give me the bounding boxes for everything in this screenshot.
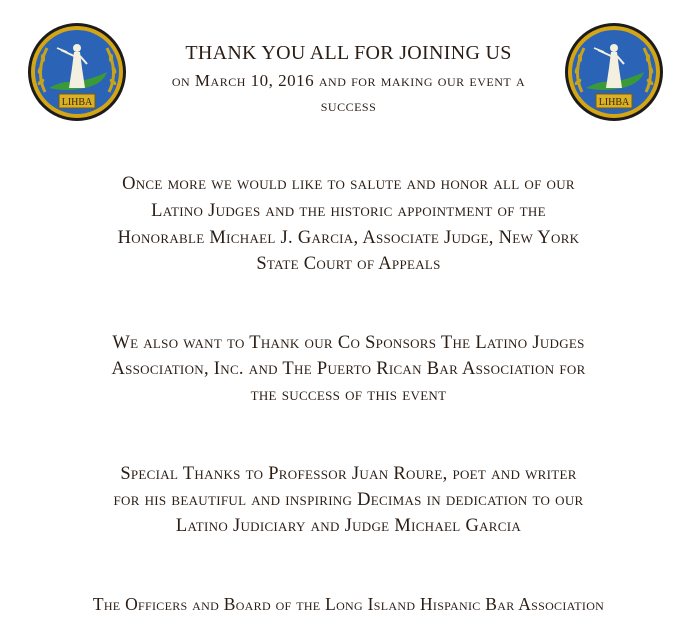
subtitle-line: on March 10, 2016 and for making our event a (171, 71, 526, 90)
paragraph-line: State Court of Appeals (256, 254, 441, 274)
paragraph-line: Latino Judges and the historic appointment of the (151, 201, 546, 221)
subtitle-line: success (320, 96, 377, 115)
paragraph-line: Latino Judiciary and Judge Michael Garcia (175, 516, 522, 536)
paragraph-line: Honorable Michael J. Garcia, Associate Judge, New York (117, 228, 580, 248)
logo-text: LIHBA (598, 97, 630, 108)
paragraph-line: Association, Inc. and The Puerto Rican Bar Association for (111, 359, 586, 379)
paragraph-line: Special Thanks to Professor Juan Roure, poet and writer (120, 464, 577, 484)
paragraph-line: We also want to Thank our Co Sponsors The Latino Judges (112, 333, 585, 353)
paragraph-line: the success of this event (250, 385, 447, 405)
signature-line: The Officers and Board of the Long Island Hispanic Bar Association (92, 594, 605, 614)
logo-text: LIHBA (61, 97, 93, 108)
paragraph-line: for his beautiful and inspiring Decimas in dedication to our (113, 490, 584, 510)
page-title: THANK YOU ALL FOR JOINING US (185, 42, 512, 64)
paragraph-line: Once more we would like to salute and honor all of our (122, 174, 575, 194)
